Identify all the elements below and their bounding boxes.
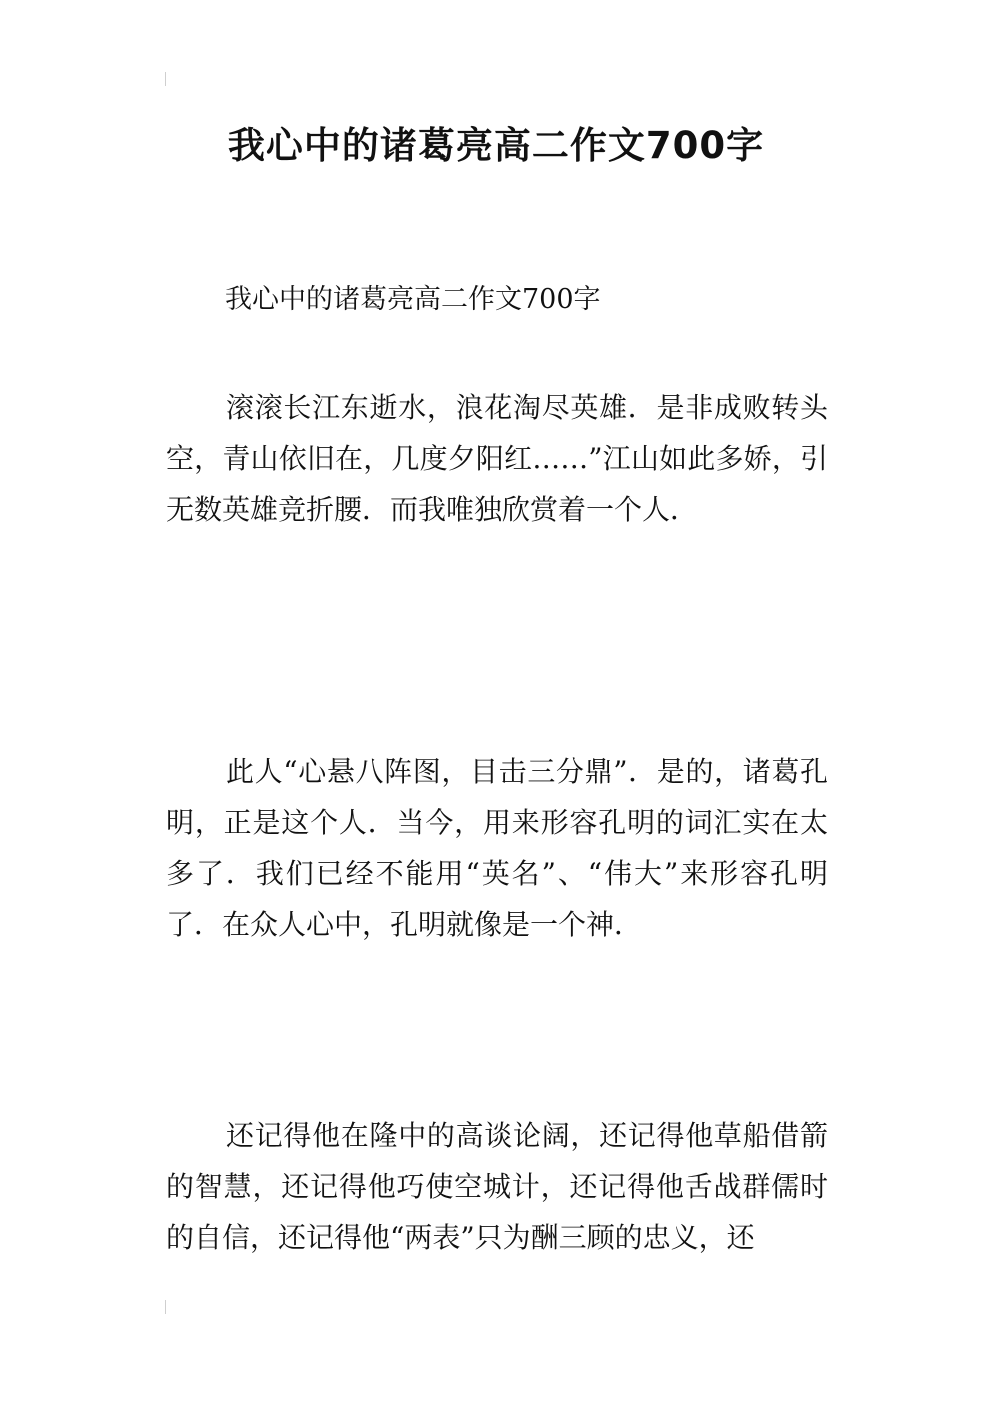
document-subtitle: 我心中的诸葛亮高二作文700字 <box>225 284 601 315</box>
paragraph-2: 此人“心悬八阵图，目击三分鼎”．是的，诸葛孔明，正是这个人．当今，用来形容孔明的词汇实在太多了．我们已经不能用“英名”、“伟大”来形容孔明了．在众人心中，孔明就像是一个神． <box>166 755 828 941</box>
paragraph-1: 滚滚长江东逝水，浪花淘尽英雄．是非成败转头空，青山依旧在，几度夕阳红……”江山如此多娇，引无数英雄竞折腰．而我唯独欣赏着一个人． <box>166 391 828 526</box>
document-title: 我心中的诸葛亮高二作文700字 <box>227 124 765 167</box>
paragraph-3: 还记得他在隆中的高谈论阔，还记得他草船借箭的智慧，还记得他巧使空城计，还记得他舌战群儒时的自信，还记得他“两表”只为酬三顾的忠义，还 <box>166 1119 828 1254</box>
page-corner-mark-bottom <box>165 1300 166 1314</box>
page-corner-mark-top <box>165 72 166 86</box>
